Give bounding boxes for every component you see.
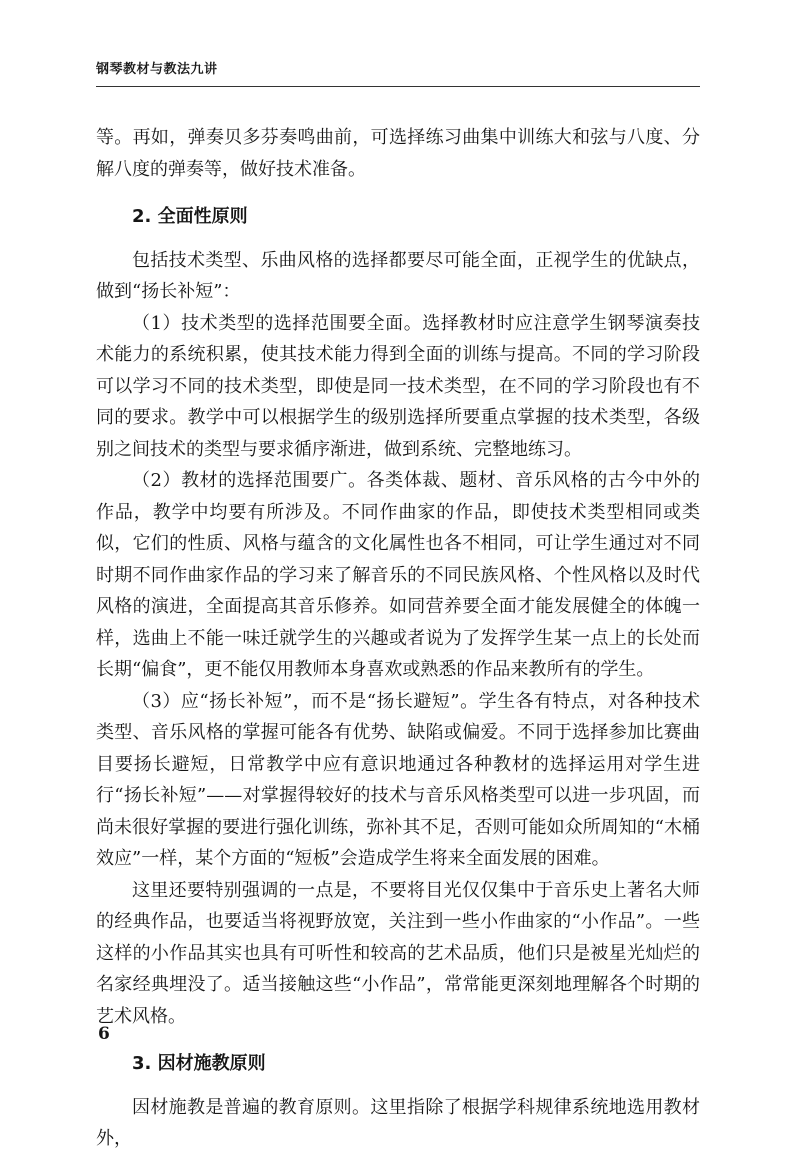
paragraph-item-1: （1）技术类型的选择范围要全面。选择教材时应注意学生钢琴演奏技术能力的系统积累，使其技术能力得到全面的训练与提高。不同的学习阶段可以学习不同的技术类型，即使是同一技术类型，在不同的学习阶段也有不同的要求。教学中可以根据学生的级别选择所要重点掌握的技术类型，各级别之间技术的类型与要求循序渐进，做到系统、完整地练习。 (96, 312, 700, 460)
page-body (96, 122, 700, 1155)
running-header: 钢琴教材与教法九讲 (96, 62, 218, 77)
paragraph-emphasis: 这里还要特别强调的一点是，不要将目光仅仅集中于音乐史上著名大师的经典作品，也要适当将视野放宽，关注到一些小作曲家的“小作品”。一些这样的小作品其实也具有可听性和较高的艺术品质，他们只是被星光灿烂的名家经典埋没了。适当接触这些“小作品”，常常能更深刻地理解各个时期的艺术风格。 (96, 879, 700, 1027)
paragraph-intro: 包括技术类型、乐曲风格的选择都要尽可能全面，正视学生的优缺点，做到“扬长补短”： (96, 249, 700, 302)
page-number: 6 (98, 1024, 110, 1044)
section-heading-comprehensiveness: 2. 全面性原则 (132, 206, 248, 227)
paragraph-item-3: （3）应“扬长补短”，而不是“扬长避短”。学生各有特点，对各种技术类型、音乐风格的掌握可能各有优势、缺陷或偏爱。不同于选择参加比赛曲目要扬长避短，日常教学中应有意识地通过各种教材的选择运用对学生进行“扬长补短”——对掌握得较好的技术与音乐风格类型可以进一步巩固，而尚未很好掌握的要进行强化训练，弥补其不足，否则可能如众所周知的“木桶效应”一样，某个方面的“短板”会造成学生将来全面发展的困难。 (96, 690, 700, 869)
paragraph-item-2: （2）教材的选择范围要广。各类体裁、题材、音乐风格的古今中外的作品，教学中均要有所涉及。不同作曲家的作品，即使技术类型相同或类似，它们的性质、风格与蕴含的文化属性也各不相同，可让学生通过对不同时期不同作曲家作品的学习来了解音乐的不同民族风格、个性风格以及时代风格的演进，全面提高其音乐修养。如同营养要全面才能发展健全的体魄一样，选曲上不能一味迁就学生的兴趣或者说为了发挥学生某一点上的长处而长期“偏食”，更不能仅用教师本身喜欢或熟悉的作品来教所有的学生。 (96, 470, 700, 680)
paragraph-individualized: 因材施教是普遍的教育原则。这里指除了根据学科规律系统地选用教材外， (96, 1096, 700, 1149)
section-heading-individualized: 3. 因材施教原则 (132, 1053, 266, 1074)
paragraph-continuation: 等。再如，弹奏贝多芬奏鸣曲前，可选择练习曲集中训练大和弦与八度、分解八度的弹奏等，做好技术准备。 (96, 127, 700, 180)
header-rule (96, 86, 700, 87)
